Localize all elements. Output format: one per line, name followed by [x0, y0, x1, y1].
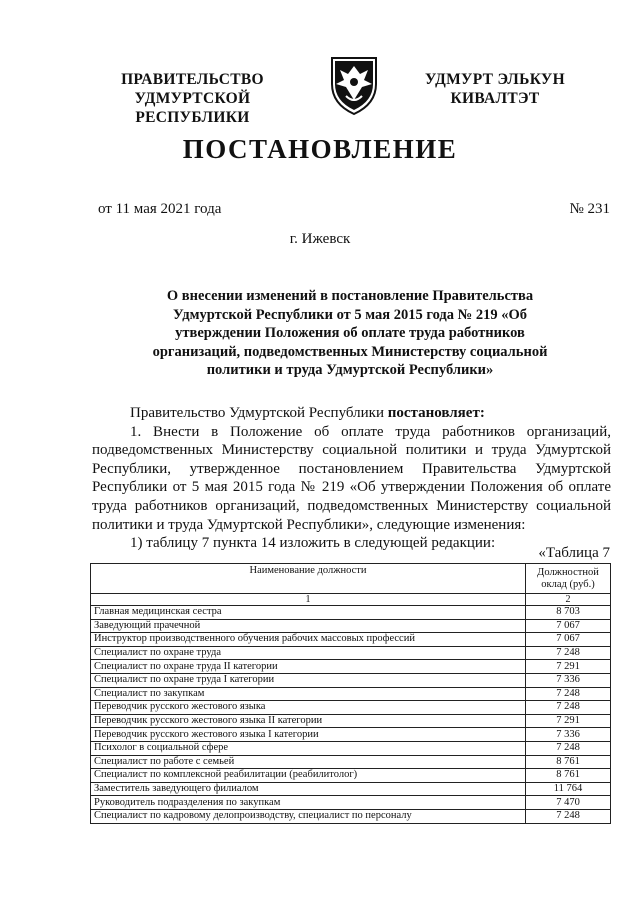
- resolution-intro: [92, 404, 611, 423]
- position-name: Руководитель подразделения по закупкам: [91, 796, 526, 810]
- position-name: Специалист по охране труда II категории: [91, 660, 526, 674]
- column-header-salary-line1: Должностной: [537, 566, 599, 578]
- position-name: Специалист по комплексной реабилитации (реабилитолог): [91, 769, 526, 783]
- paragraph-1: 1. Внести в Положение об оплате труда работников организаций, подведомственных Министерству социальной политики и труда Удмуртской Республики, утвержденное постановлением Правительства Удмуртской Республики от 5 мая 2015 года № 219 «Об утверждении Положения об оплате труда работников организаций, подведомственных Министерству социальной политики и труда Удмуртской Республики», следующие изменения:: [92, 423, 611, 533]
- table-row: [91, 755, 611, 769]
- position-name: Специалист по охране труда: [91, 646, 526, 660]
- position-name: Переводчик русского жестового языка: [91, 701, 526, 715]
- table-row: [91, 809, 611, 823]
- position-name: Специалист по работе с семьей: [91, 755, 526, 769]
- salary-table: [90, 563, 611, 824]
- column-number-2: 2: [526, 594, 611, 606]
- salary-value: 7 291: [526, 660, 611, 674]
- position-name: Переводчик русского жестового языка II категории: [91, 714, 526, 728]
- salary-value: 7 067: [526, 619, 611, 633]
- document-title: ПОСТАНОВЛЕНИЕ: [182, 134, 458, 164]
- document-body: [92, 404, 611, 553]
- position-name: Специалист по охране труда I категории: [91, 673, 526, 687]
- table-row: [91, 701, 611, 715]
- government-name-line2: УДМУРТСКОЙ РЕСПУБЛИКИ: [134, 90, 251, 126]
- paragraph-2: 1) таблицу 7 пункта 14 изложить в следующей редакции:: [130, 535, 496, 552]
- document-date: от 11 мая 2021 года: [98, 201, 222, 217]
- government-name-russian: [80, 70, 305, 127]
- table-row: [91, 606, 611, 620]
- position-name: Заместитель заведующего филиалом: [91, 782, 526, 796]
- intro-verb: постановляет:: [387, 405, 485, 421]
- salary-value: 7 336: [526, 728, 611, 742]
- salary-value: 8 761: [526, 755, 611, 769]
- table-caption: «Таблица 7: [538, 545, 610, 561]
- subject-line: организаций, подведомственных Министерству социальной: [152, 343, 548, 360]
- position-name: Инструктор производственного обучения рабочих массовых профессий: [91, 633, 526, 647]
- salary-value: 7 248: [526, 809, 611, 823]
- salary-value: 7 470: [526, 796, 611, 810]
- government-name-line1: ПРАВИТЕЛЬСТВО: [121, 71, 264, 88]
- salary-value: 7 336: [526, 673, 611, 687]
- table-row: [91, 660, 611, 674]
- column-number-1: 1: [91, 594, 526, 606]
- position-name: Главная медицинская сестра: [91, 606, 526, 620]
- salary-value: 7 248: [526, 646, 611, 660]
- table-row: [91, 728, 611, 742]
- document-subject: [140, 287, 560, 380]
- column-header-salary-line2: оклад (руб.): [541, 578, 595, 590]
- table-row: [91, 633, 611, 647]
- position-name: Специалист по закупкам: [91, 687, 526, 701]
- document-city: г. Ижевск: [289, 231, 351, 247]
- government-name-udmurt: [420, 70, 570, 108]
- document-number: № 231: [569, 201, 610, 217]
- table-row: [91, 646, 611, 660]
- government-name-udmurt-line2: КИВАЛТЭТ: [450, 90, 540, 107]
- column-header-salary: [526, 564, 611, 594]
- table-row: [91, 741, 611, 755]
- intro-text: Правительство Удмуртской Республики: [130, 405, 388, 421]
- position-name: Психолог в социальной сфере: [91, 741, 526, 755]
- column-header-position: Наименование должности: [91, 564, 526, 594]
- salary-value: 11 764: [526, 782, 611, 796]
- coat-of-arms-icon: [326, 54, 382, 116]
- subject-line: О внесении изменений в постановление Правительства: [166, 288, 534, 304]
- salary-value: 8 703: [526, 606, 611, 620]
- position-name: Переводчик русского жестового языка I категории: [91, 728, 526, 742]
- salary-value: 7 291: [526, 714, 611, 728]
- table-row: [91, 714, 611, 728]
- salary-value: 7 067: [526, 633, 611, 647]
- salary-value: 7 248: [526, 741, 611, 755]
- table-row: [91, 782, 611, 796]
- position-name: Специалист по кадровому делопроизводству, специалист по персоналу: [91, 809, 526, 823]
- table-row: [91, 687, 611, 701]
- table-body: [91, 606, 611, 824]
- table-row: [91, 619, 611, 633]
- table-row: [91, 796, 611, 810]
- table-row: [91, 769, 611, 783]
- government-name-udmurt-line1: УДМУРТ ЭЛЬКУН: [425, 71, 565, 88]
- salary-value: 7 248: [526, 687, 611, 701]
- subject-line: политики и труда Удмуртской Республики»: [206, 362, 494, 378]
- subject-line: Удмуртской Республики от 5 мая 2015 года № 219 «Об: [173, 306, 527, 323]
- table-row: [91, 673, 611, 687]
- subject-line: утверждении Положения об оплате труда работников: [175, 325, 525, 341]
- position-name: Заведующий прачечной: [91, 619, 526, 633]
- salary-value: 8 761: [526, 769, 611, 783]
- salary-value: 7 248: [526, 701, 611, 715]
